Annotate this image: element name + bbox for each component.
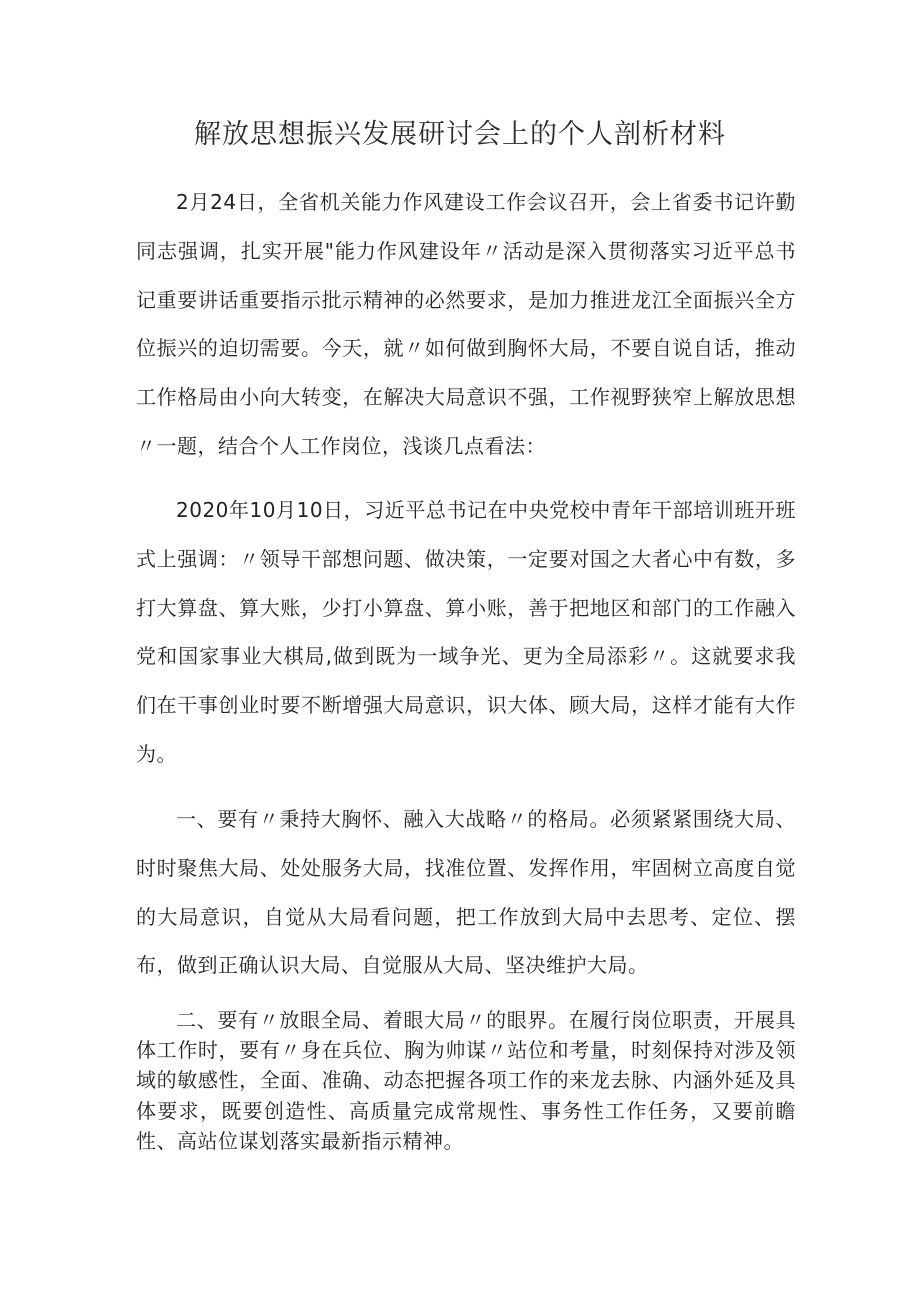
document-title: 解放思想振兴发展研讨会上的个人剖析材料: [194, 119, 726, 150]
paragraph-4: 二、要有〃放眼全局、着眼大局〃的眼界。在履行岗位职责，开展具体工作时，要有〃身在兵位、胸为帅谋〃站位和考量，时刻保持对涉及领域的敏感性，全面、准确、动态把握各项工作的来龙去脉、内涵外延及具体要求，既要创造性、高质量完成常规性、事务性工作任务，又要前瞻性、高站位谋划落实最新指示精神。: [136, 1008, 796, 1153]
paragraph-1: 2月24日，全省机关能力作风建设工作会议召开，会上省委书记许勤同志强调，扎实开展"能力作风建设年〃活动是深入贯彻落实习近平总书记重要讲话重要指示批示精神的必然要求，是加力推进龙江全面振兴全方位振兴的迫切需要。今天，就〃如何做到胸怀大局，不要自说自话，推动工作格局由小向大转变，在解决大局意识不强，工作视野狭窄上解放思想〃一题，结合个人工作岗位，浅谈几点看法：: [136, 190, 796, 458]
paragraph-3: 一、要有〃秉持大胸怀、融入大战略〃的格局。必须紧紧围绕大局、时时聚焦大局、处处服务大局，找准位置、发挥作用，牢固树立高度自觉的大局意识，自觉从大局看问题，把工作放到大局中去思考、定位、摆布，做到正确认识大局、自觉服从大局、坚决维护大局。: [136, 807, 796, 978]
paragraph-2: 2020年10月10日，习近平总书记在中央党校中青年干部培训班开班式上强调：〃领导干部想问题、做决策，一定要对国之大者心中有数，多打大算盘、算大账，少打小算盘、算小账，善于把地区和部门的工作融入党和国家事业大棋局,做到既为一域争光、更为全局添彩〃。这就要求我们在干事创业时要不断增强大局意识，识大体、顾大局，这样才能有大作为。: [136, 498, 796, 766]
